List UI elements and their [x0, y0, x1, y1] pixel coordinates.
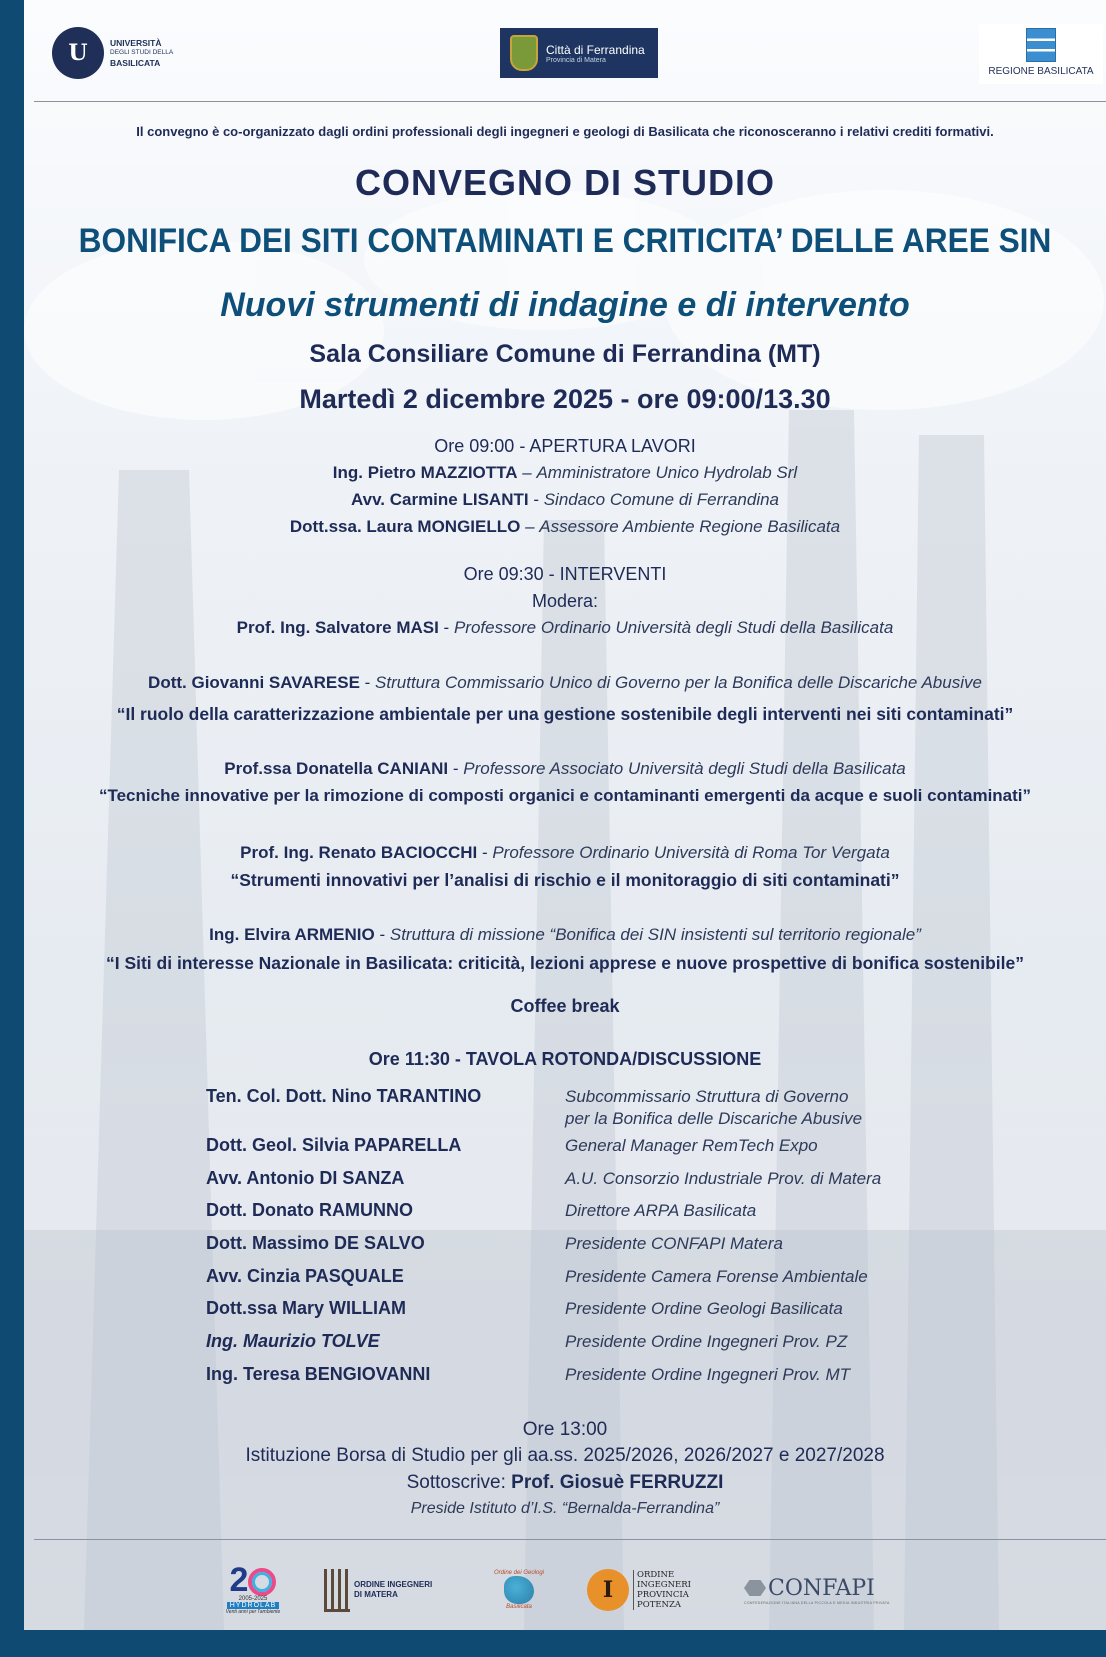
panelist-role: Subcommissario Struttura di Governo per la Bonifica delle Discariche Abusive: [565, 1087, 863, 1128]
moderator: Prof. Ing. Salvatore MASI - Professore Ordinario Università degli Studi della Basilicata: [236, 618, 894, 637]
opening-heading: Ore 09:00 - APERTURA LAVORI: [434, 436, 696, 456]
city-sub: Provincia di Matera: [546, 56, 606, 64]
panelist-name: Ing. Teresa BENGIOVANNI: [206, 1364, 431, 1384]
region-flag-icon: [1026, 28, 1056, 62]
signer-name: Prof. Giosuè FERRUZZI: [511, 1472, 724, 1493]
signer-role: Preside Istituto d’I.S. “Bernalda-Ferrandina”: [410, 1500, 720, 1517]
footer-divider: [34, 1539, 1106, 1540]
closing-time: Ore 13:00: [522, 1419, 608, 1440]
speaker-role: Struttura di missione “Bonifica dei SIN insistenti sul territorio regionale”: [389, 925, 921, 944]
talk-speaker: Ing. Elvira ARMENIO - Struttura di missione “Bonifica dei SIN insistenti sul territorio regionale”: [209, 925, 921, 944]
panelist-role: Presidente CONFAPI Matera: [565, 1234, 783, 1253]
speaker-role: Struttura Commissario Unico di Governo per la Bonifica delle Discariche Abusive: [375, 673, 982, 692]
speaker-name: Dott.ssa. Laura MONGIELLO: [289, 517, 521, 536]
region-label: REGIONE BASILICATA: [988, 66, 1094, 77]
coffee-break: Coffee break: [510, 996, 620, 1016]
city-ferrandina-logo: [500, 28, 658, 78]
panelist-role: Presidente Camera Forense Ambientale: [565, 1267, 868, 1286]
round-table-heading: Ore 11:30 - TAVOLA ROTONDA/DISCUSSIONE: [368, 1049, 762, 1069]
speaker-role: Sindaco Comune di Ferrandina: [543, 490, 780, 509]
building-icon: [324, 1569, 350, 1612]
opening-speaker: Avv. Carmine LISANTI - Sindaco Comune di Ferrandina: [350, 490, 780, 509]
panelist-role: Presidente Ordine Ingegneri Prov. MT: [565, 1365, 851, 1384]
confapi-hex-icon: [744, 1580, 766, 1596]
university-logo: [52, 24, 180, 82]
talk-speaker: Prof.ssa Donatella CANIANI - Professore Associato Università degli Studi della Basilicata: [224, 759, 906, 778]
talk-title: “Il ruolo della caratterizzazione ambientale per una gestione sostenibile degli interventi nei siti contaminati”: [116, 704, 1014, 724]
panelist-name: Dott. Geol. Silvia PAPARELLA: [206, 1135, 462, 1155]
talk-speaker: Dott. Giovanni SAVARESE - Struttura Commissario Unico di Governo per la Bonifica delle Discariche Abusive: [148, 673, 982, 692]
panelist-role: Direttore ARPA Basilicata: [565, 1201, 757, 1220]
university-region: BASILICATA: [110, 58, 161, 68]
city-crest-icon: [510, 35, 538, 71]
pz-emblem-icon: I: [587, 1569, 629, 1611]
moderator-label: Modera:: [531, 591, 599, 611]
speaker-name: Ing. Pietro MAZZIOTTA: [332, 463, 518, 482]
date-time: Martedì 2 dicembre 2025 - ore 09:00/13.30: [299, 384, 831, 414]
region-basilicata-logo: [979, 24, 1103, 84]
talk-title: “I Siti di interesse Nazionale in Basilicata: criticità, lezioni apprese e nuove prospettive di bonifica sostenibile”: [105, 953, 1025, 973]
bottom-frame: [0, 1630, 1106, 1657]
subtitle: Nuovi strumenti di indagine e di intervento: [220, 286, 910, 324]
speaker-name: Prof.ssa Donatella CANIANI: [224, 759, 449, 778]
panelist-role: Presidente Ordine Geologi Basilicata: [565, 1299, 843, 1318]
geology-map-icon: [504, 1576, 534, 1604]
speaker-name: Prof. Ing. Salvatore MASI: [236, 618, 439, 637]
poster: [24, 0, 1106, 1630]
speaker-role: Professore Associato Università degli Studi della Basilicata: [463, 759, 906, 778]
speaker-name: Avv. Carmine LISANTI: [350, 490, 529, 509]
venue: Sala Consiliare Comune di Ferrandina (MT): [309, 340, 821, 368]
panelist-role: General Manager RemTech Expo: [565, 1136, 818, 1155]
panelist-name: Dott. Donato RAMUNNO: [206, 1200, 413, 1220]
city-title: Città di Ferrandina: [546, 42, 645, 57]
speaker-role: Professore Ordinario Università degli Studi della Basilicata: [453, 618, 894, 637]
hydrolab-logo: 2 2005-2025 HYDROLAB Venti anni per l'ambiente: [225, 1560, 281, 1615]
panelist-name: Dott.ssa Mary WILLIAM: [206, 1298, 407, 1318]
ordine-geologi-logo: Ordine dei Geologi Basilicata: [493, 1570, 545, 1610]
panelist-role: A.U. Consorzio Industriale Prov. di Matera: [565, 1169, 882, 1188]
university-name: UNIVERSITÀ: [110, 38, 162, 48]
talk-speaker: Prof. Ing. Renato BACIOCCHI - Professore Ordinario Università di Roma Tor Vergata: [240, 843, 890, 862]
talk-title: “Tecniche innovative per la rimozione di composti organici e contaminanti emergenti da acque e suoli contaminati”: [98, 786, 1032, 805]
speaker-role: Assessore Ambiente Regione Basilicata: [539, 517, 841, 536]
intro-note: Il convegno è co-organizzato dagli ordini professionali degli ingegneri e geologi di Basilicata che riconosceranno i relativi crediti formativi.: [136, 124, 994, 139]
panelist-name: Avv. Antonio DI SANZA: [206, 1168, 405, 1188]
speaker-name: Dott. Giovanni SAVARESE: [148, 673, 360, 692]
ordine-ingegneri-matera-logo: ORDINE INGEGNERI DI MATERA: [324, 1562, 444, 1618]
hydrolab-ring-icon: [248, 1568, 276, 1596]
university-sub: DEGLI STUDI DELLA: [110, 49, 174, 56]
talk-title: “Strumenti innovativi per l’analisi di rischio e il monitoraggio di siti contaminati”: [230, 870, 900, 890]
panelist-role: Presidente Ordine Ingegneri Prov. PZ: [565, 1332, 848, 1351]
opening-speaker: Ing. Pietro MAZZIOTTA – Amministratore Unico Hydrolab Srl: [332, 463, 798, 482]
closing-text: Istituzione Borsa di Studio per gli aa.ss. 2025/2026, 2026/2027 e 2027/2028: [245, 1445, 885, 1466]
speaker-name: Prof. Ing. Renato BACIOCCHI: [240, 843, 478, 862]
opening-speaker: Dott.ssa. Laura MONGIELLO – Assessore Ambiente Regione Basilicata: [289, 517, 841, 536]
speaker-name: Ing. Elvira ARMENIO: [209, 925, 375, 944]
ordine-ingegneri-potenza-logo: I ORDINE INGEGNERI PROVINCIA POTENZA: [587, 1562, 697, 1618]
speaker-role: Amministratore Unico Hydrolab Srl: [536, 463, 798, 482]
panelist-name: Avv. Cinzia PASQUALE: [206, 1266, 404, 1286]
confapi-logo: CONFAPI CONFEDERAZIONE ITALIANA DELLA PICCOLA E MEDIA INDUSTRIA PRIVATA: [744, 1575, 890, 1605]
talks-heading: Ore 09:30 - INTERVENTI: [463, 564, 667, 584]
panelist-name: Ing. Maurizio TOLVE: [206, 1331, 380, 1351]
header-divider: [34, 101, 1106, 102]
title-main: BONIFICA DEI SITI CONTAMINATI E CRITICITA’ DELLE AREE SIN: [78, 222, 1052, 260]
panelist-name: Ten. Col. Dott. Nino TARANTINO: [206, 1086, 482, 1106]
university-seal-icon: U: [52, 27, 104, 79]
panelist-name: Dott. Massimo DE SALVO: [206, 1233, 425, 1253]
title-kicker: CONVEGNO DI STUDIO: [354, 162, 776, 203]
speaker-role: Professore Ordinario Università di Roma Tor Vergata: [492, 843, 890, 862]
closing-signer: Sottoscrive: Prof. Giosuè FERRUZZI: [406, 1472, 724, 1493]
